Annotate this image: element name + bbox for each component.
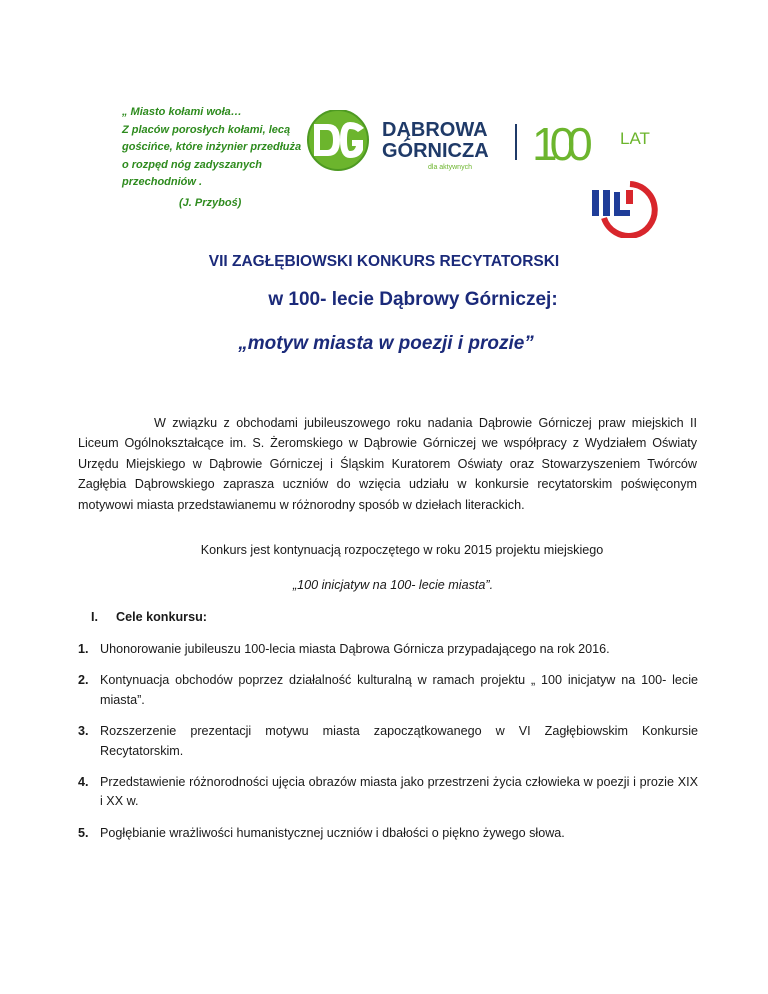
goal-item: [78, 773, 698, 812]
city-name-line1: DĄBROWA: [382, 119, 488, 141]
goal-number: 3.: [78, 724, 89, 739]
goal-text: Uhonorowanie jubileuszu 100-lecia miasta Dąbrowa Górnicza przypadającego na rok 2016.: [100, 642, 610, 656]
goal-number: 1.: [78, 642, 89, 656]
goal-number: 5.: [78, 825, 89, 840]
occasion-title: w 100- lecie Dąbrowy Górniczej:: [268, 289, 558, 310]
anniversary-word: LAT: [620, 129, 650, 148]
goal-text: Rozszerzenie prezentacji motywu miasta zapoczątkowanego w VI Zagłębiowskim Konkursie Recytatorskim.: [100, 724, 698, 758]
initiative-name: „100 inicjatyw na 100- lecie miasta”.: [292, 578, 494, 592]
section-number: I.: [91, 610, 98, 624]
theme-title: „motyw miasta w poezji i prozie”: [238, 333, 534, 354]
epigraph-line: „ Miasto kołami woła…: [122, 106, 242, 118]
epigraph-line: o rozpęd nóg zadyszanych: [122, 158, 262, 171]
epigraph-line: przechodniów .: [122, 176, 203, 189]
intro-paragraph: W związku z obchodami jubileuszowego roku nadania Dąbrowie Górniczej praw miejskich II Liceum Ogólnokształcące im. S. Żeromskiego w Dąbrowie Górniczej we współpracy z Wydziałem Oświaty Urzędu Miejskiego w Dąbrowie Górniczej i Śląskim Kuratorem Oświaty oraz Stowarzyszeniem Twórców Zagłębia Dąbrowskiego zaprasza uczniów do wzięcia udziału w konkursie recytatorskim poświęconym motywowi miasta przedstawianemu w różnorodny sposób w dziełach literackich.: [78, 416, 697, 512]
epigraph-author: (J. Przyboś): [179, 196, 242, 209]
city-name-line2: GÓRNICZA: [382, 140, 489, 162]
section-heading: [91, 610, 207, 624]
school-logo-icon: [586, 180, 658, 238]
section-title: Cele konkursu:: [116, 610, 207, 624]
goal-item: [78, 671, 698, 710]
goal-number: 2.: [78, 673, 89, 688]
epigraph-line: Z placów porosłych kołami, lecą: [122, 123, 291, 136]
epigraph: [122, 104, 302, 213]
goal-item: [78, 640, 698, 659]
anniversary-number: 100: [532, 118, 585, 170]
dg-emblem-icon: [308, 110, 368, 170]
contest-title: VII ZAGŁĘBIOWSKI KONKURS RECYTATORSKI: [208, 253, 560, 270]
epigraph-line: gościńce, które inżynier przedłuża: [122, 141, 302, 154]
goal-number: 4.: [78, 775, 89, 790]
city-anniversary-logo: [300, 110, 680, 174]
goal-item: [78, 722, 698, 761]
goal-item: [78, 824, 698, 843]
city-tagline: dla aktywnych: [428, 164, 472, 171]
goals-list: [78, 640, 698, 855]
goal-text: Przedstawienie różnorodności ujęcia obrazów miasta jako przestrzeni życia człowieka w poezji i prozie XIX i XX w.: [100, 775, 698, 809]
goal-text: Kontynuacja obchodów poprzez działalność kulturalną w ramach projektu „ 100 inicjatyw na 100- lecie miasta”.: [100, 673, 698, 707]
goal-text: Pogłębianie wrażliwości humanistycznej uczniów i dbałości o piękno żywego słowa.: [100, 825, 565, 840]
continuation-text: Konkurs jest kontynuacją rozpoczętego w roku 2015 projektu miejskiego: [200, 543, 604, 557]
